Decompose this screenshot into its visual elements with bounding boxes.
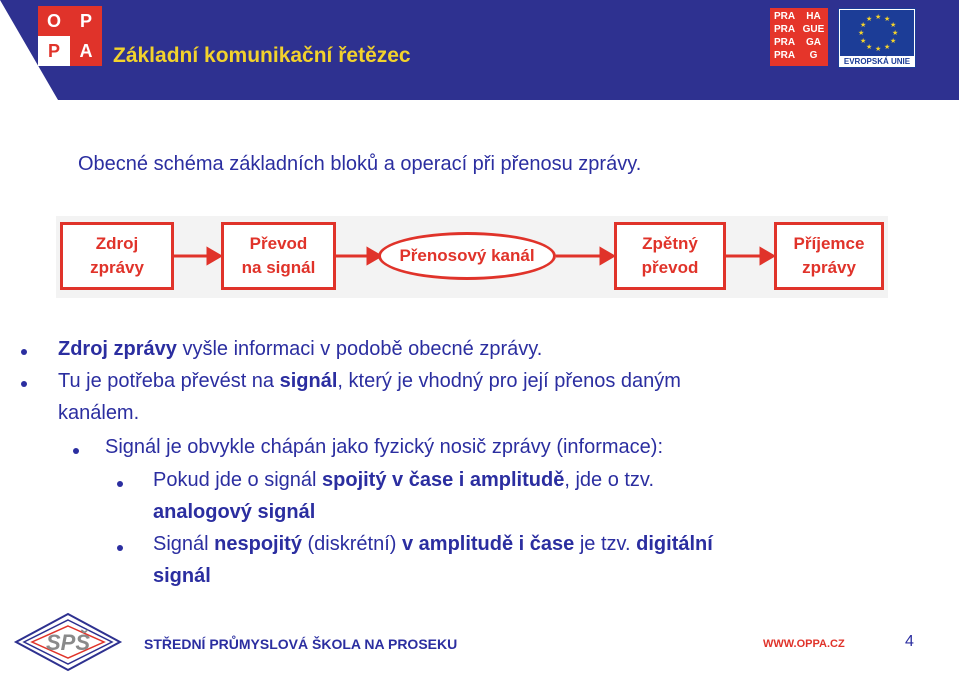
bullet-dot-icon [117,545,123,551]
footer-url-link[interactable]: WWW.OPPA.CZ [763,638,845,650]
bullet-5-bold-1: nespojitý [214,533,302,555]
bullet-2 [58,370,681,393]
block-message-source [60,222,174,290]
bullet-dot-icon [21,381,27,387]
block-label: Zpětný [642,234,698,253]
prague-logo-text: GA [806,37,821,48]
bullet-dot-icon [21,349,27,355]
bullet-2-post: , který je vhodný pro její přenos daným [337,370,681,392]
bullet-4 [153,469,654,492]
bullet-3: Signál je obvykle chápán jako fyzický nosič zprávy (informace): [105,436,664,458]
bullet-2-pre: Tu je potřeba převést na [58,370,280,392]
opp-logo-letter-4: A [70,36,102,66]
prague-logo-text: PRA [773,50,796,61]
prague-logo-text: PRA [773,24,796,35]
page-title: Základní komunikační řetězec [113,44,411,67]
bullet-4-line2: analogový signál [153,501,316,523]
eu-logo [838,8,916,68]
bullet-2-line2: kanálem. [58,402,140,424]
bullet-5-bold-3: digitální [636,533,713,555]
bullet-1 [58,338,542,361]
svg-text:★: ★ [892,29,899,37]
eu-flag-icon [840,10,914,56]
bullet-4-post: , jde o tzv. [564,469,654,491]
block-label: Příjemce [793,234,865,253]
bullet-dot-icon [117,481,123,487]
opp-logo [38,6,102,66]
block-signal-conversion [221,222,336,290]
svg-text:★: ★ [884,43,891,51]
svg-text:★: ★ [860,37,867,45]
svg-text:★: ★ [890,37,897,45]
block-label: zprávy [90,258,144,277]
bullet-5-mid: (diskrétní) [301,533,402,555]
bullet-5-mid-2: je tzv. [574,533,637,555]
block-label: Zdroj [95,234,139,253]
block-reverse-conversion [614,222,726,290]
bullet-5-pre: Signál [153,533,215,555]
bullet-dot-icon [73,448,79,454]
svg-text:★: ★ [858,29,865,37]
communication-chain-diagram [56,216,888,298]
prague-logo-text: GUE [802,24,825,35]
prague-logo-text: PRA [773,11,796,22]
block-label: Přenosový kanál [399,246,535,265]
page-number: 4 [905,633,914,650]
intro-text: Obecné schéma základních bloků a operací při přenosu zprávy. [78,153,642,175]
bullet-1-bold: Zdroj zprávy [58,338,177,360]
block-label: na signál [241,258,316,277]
svg-text:★: ★ [860,21,867,29]
svg-text:★: ★ [884,15,891,23]
header [0,0,959,100]
svg-text:★: ★ [890,21,897,29]
svg-text:★: ★ [866,43,873,51]
footer-school-name: STŘEDNÍ PRŮMYSLOVÁ ŠKOLA NA PROSEKU [144,636,458,652]
prague-logo-text: G [809,50,818,61]
eu-logo-text: EVROPSKÁ UNIE [843,57,911,66]
bullet-5-line2: signál [153,565,211,587]
bullet-5-bold-2: v amplitudě i čase [401,533,575,555]
bullet-1-text: vyšle informaci v podobě obecné zprávy. [176,338,543,360]
block-label: Převod [249,234,308,253]
sps-school-logo [12,612,124,672]
bullet-4-pre: Pokud jde o signál [153,469,323,491]
svg-text:★: ★ [875,13,882,21]
block-label: zprávy [802,258,856,277]
block-label: převod [641,258,699,277]
prague-logo [770,8,828,66]
bullet-2-bold: signál [279,370,338,392]
bullet-5 [153,533,713,556]
svg-text:★: ★ [866,15,873,23]
prague-logo-text: PRA [773,37,796,48]
opp-logo-letter-2: P [70,6,102,36]
opp-logo-letter-1: O [38,6,70,36]
bullet-4-bold: spojitý v čase i amplitudě [322,469,565,491]
svg-text:★: ★ [875,45,882,53]
sps-logo-text: SPŠ [45,630,91,655]
block-message-recipient [774,222,884,290]
block-transmission-channel [378,232,556,280]
opp-logo-letter-3: P [38,36,70,66]
prague-logo-text: HA [806,11,821,22]
